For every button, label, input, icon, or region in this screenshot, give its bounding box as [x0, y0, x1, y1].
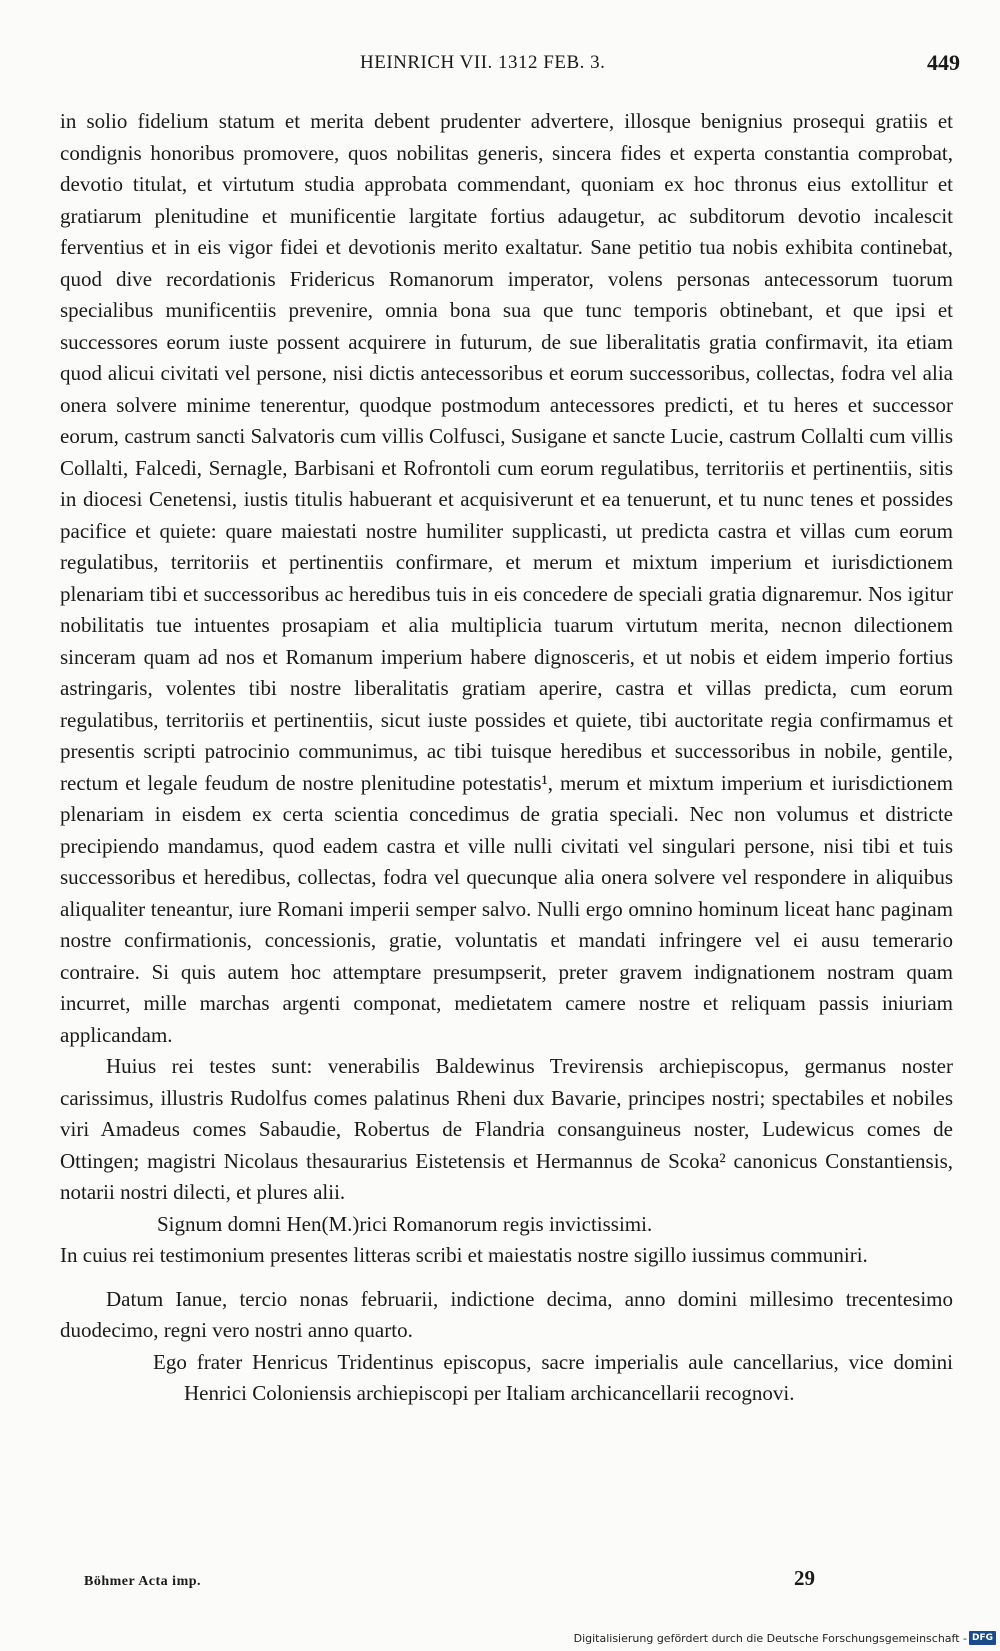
document-body [60, 106, 953, 1410]
signature-mark: Böhmer Acta imp. [84, 1574, 202, 1589]
dating-clause: Datum Ianue, tercio nonas februarii, indictione decima, anno domini millesimo trecentesimo duodecimo, regni vero nostri anno quarto. [60, 1286, 953, 1342]
charter-text-paragraph: in solio fidelium statum et merita debent prudenter advertere, illosque benignius prosequi gratiis et condignis honoribus promovere, quos nobilitas generis, sincera fides et experta constantia comprobat, devotio titulat, et virtutum studia approbata commendant, quoniam ex hoc thronus eius extollitur et gratiarum plenitudine et munificentie largitate fortius adaugetur, ac subditorum devotio incalescit ferventius et in eis vigor fidei et devotionis merito exaltatur. Sane petitio tua nobis exhibita continebat, quod dive recordationis Fridericus Romanorum imperator, volens personas antecessorum tuorum specialibus munificentiis prevenire, omnia bona sua que tunc temporis obtinebant, et que ipsi et successores eorum iuste possent acquirere in futurum, de sue liberalitatis gratia confirmavit, ita etiam quod alicui civitati vel persone, nisi dictis antecessoribus et eorum successoribus, collectas, fodra vel alia onera solvere minime tenerentur, quodque postmodum antecessores predicti, et tu heres et successor eorum, castrum sancti Salvatoris cum villis Colfusci, Susigane et sancte Lucie, castrum Collalti cum villis Collalti, Falcedi, Sernagle, Barbisani et Rofrontoli cum eorum regulatibus, territoriis et pertinentiis, sitis in diocesi Cenetensi, iustis titulis habuerant et acquisiverunt et ea tenuerunt, et tu nunc tenes et possides pacifice et quiete: quare maiestati nostre humiliter supplicasti, ut predicta castra et villas cum eorum regulatibus, territoriis et pertinentiis confirmare, et merum et mixtum imperium et iurisdictionem plenariam tibi et successoribus ac heredibus tuis in eis concedere de speciali gratia dignaremur. Nos igitur nobilitatis tue intuentes prosapiam et alia multiplicia tuarum virtutum merita, necnon dilectionem sinceram quam ad nos et Romanum imperium habere dignosceris, et ut nobis et eidem imperio fortius astringaris, volentes tibi nostre liberalitatis gratiam aperire, castra et villas predicta, cum eorum regulatibus, territoriis et pertinentiis, sicut iuste possides et quiete, tibi auctoritate regia confirmamus et presentis scripti patrocinio communimus, ac tibi tuisque heredibus et successoribus in nobile, gentile, rectum et legale feudum de nostre plenitudine potestatis¹, merum et mixtum imperium et iurisdictionem plenariam in eisdem ex certa scientia concedimus de gratia speciali. Nec non volumus et districte precipiendo mandamus, quod eadem castra et ville nulli civitati vel singulari persone, nisi tibi et tuis successoribus et heredibus, collectas, fodra vel quecunque alia onera solvere vel respondere in aliquibus aliqualiter teneantur, iure Romani imperii semper salvo. Nulli ergo omnino hominum liceat hanc paginam nostre confirmationis, concessionis, gratie, voluntatis et mandati infringere vel ei ausu temerario contraire. Si quis autem hoc attemptare presumpserit, preter gravem indignationem nostram quam incurret, mille marchas argenti componat, medietatem camere nostre et reliquam passis iniuriam applicandam. [60, 109, 953, 1047]
signum-line: Signum domni Hen(M.)rici Romanorum regis invictissimi. [157, 1211, 653, 1236]
page-number: 449 [927, 50, 960, 75]
sheet-number: 29 [794, 1566, 815, 1590]
credit-text: Digitalisierung gefördert durch die Deutsche Forschungsgemeinschaft - [573, 1631, 967, 1645]
page-footer [84, 1566, 840, 1596]
witnesses-paragraph: Huius rei testes sunt: venerabilis Baldewinus Trevirensis archiepiscopus, germanus noster carissimus, illustris Rudolfus comes palatinus Rheni dux Bavarie, principes nostri; spectabiles et nobiles viri Amadeus comes Sabaudie, Robertus de Flandria consanguineus noster, Ludewicus comes de Ottingen; magistri Nicolaus thesaurarius Eistetensis et Hermannus de Scoka² canonicus Constantiensis, notarii nostri dilecti, et plures alii. [60, 1054, 953, 1204]
dfg-logo-icon: DFG [969, 1631, 996, 1645]
page-header [360, 52, 960, 88]
recognition-clause: Ego frater Henricus Tridentinus episcopus, sacre imperialis aule cancellarius, vice domini Henrici Coloniensis archiepiscopi per Italiam archicancellarii recognovi. [153, 1349, 953, 1405]
running-head: HEINRICH VII. 1312 FEB. 3. [360, 52, 606, 73]
digitization-credit [574, 1631, 996, 1645]
sealing-clause: In cuius rei testimonium presentes litteras scribi et maiestatis nostre sigillo iussimus communiri. [60, 1243, 868, 1267]
